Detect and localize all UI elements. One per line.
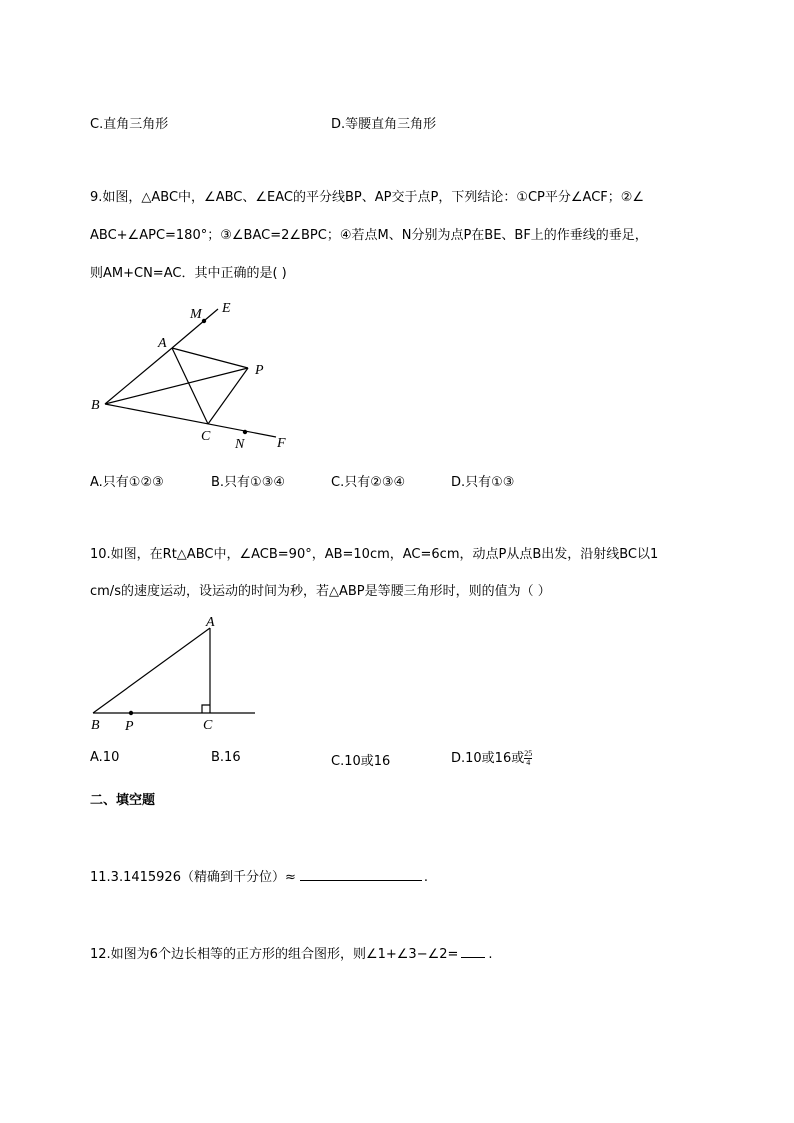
q9-option-c: C.只有②③④ <box>331 475 406 490</box>
q9-stem-line1: 9.如图，△ABC中，∠ABC、∠EAC的平分线BP、AP交于点P，下列结论：①CP平分∠ACF；②∠ <box>90 190 645 205</box>
label-C: C <box>201 429 211 444</box>
q10-option-a: A.10 <box>90 750 120 765</box>
q11 <box>90 866 428 885</box>
q9-figure <box>85 295 300 455</box>
label-F: F <box>277 436 286 451</box>
point-N <box>243 430 247 434</box>
q8-option-c: C.直角三角形 <box>90 117 169 132</box>
q10-option-d-prefix: D.10或16或 <box>451 751 525 766</box>
label-A: A <box>206 615 215 630</box>
q8-option-d: D.等腰直角三角形 <box>331 117 437 132</box>
label-C: C <box>203 718 213 733</box>
q10-stem-line2: cm/s的速度运动，设运动的时间为秒，若△ABP是等腰三角形时，则的值为（ ） <box>90 584 551 599</box>
fraction-denominator: 4 <box>526 758 531 767</box>
q9-option-d: D.只有①③ <box>451 475 515 490</box>
q10-stem-line1: 10.如图，在Rt△ABC中，∠ACB=90°，AB=10cm，AC=6cm，动点P从点B出发，沿射线BC以1 <box>90 547 659 562</box>
q9-stem-line2: ABC+∠APC=180°；③∠BAC=2∠BPC；④若点M、N分别为点P在BE、BF上的作垂线的垂足， <box>90 228 648 243</box>
right-angle-mark <box>202 705 210 713</box>
point-P <box>129 711 133 715</box>
label-P: P <box>255 363 264 378</box>
q10-option-d <box>451 747 532 767</box>
point-M <box>202 319 206 323</box>
ray-BF <box>105 404 276 437</box>
label-A: A <box>158 336 167 351</box>
segment-AB <box>93 628 210 713</box>
label-M: M <box>190 307 202 322</box>
q12-period: . <box>488 947 493 962</box>
label-B: B <box>91 718 100 733</box>
q11-period: . <box>423 870 429 885</box>
q12 <box>90 943 493 962</box>
q10-option-b: B.16 <box>211 750 241 765</box>
q10-figure <box>85 610 265 735</box>
segment-AP <box>172 348 248 368</box>
q11-answer-blank[interactable] <box>300 868 422 881</box>
q11-text: 11.3.1415926（精确到千分位）≈ <box>90 870 296 885</box>
label-B: B <box>91 398 100 413</box>
q9-option-a: A.只有①②③ <box>90 475 164 490</box>
section-title-fill-in: 二、填空题 <box>90 793 156 808</box>
q12-text: 12.如图为6个边长相等的正方形的组合图形，则∠1+∠3−∠2= <box>90 947 459 962</box>
label-N: N <box>235 437 245 452</box>
fraction-25-4 <box>524 750 532 767</box>
label-E: E <box>222 301 231 316</box>
q9-option-b: B.只有①③④ <box>211 475 286 490</box>
q12-answer-blank[interactable] <box>461 945 485 958</box>
q9-stem-line3: 则AM+CN=AC．其中正确的是( ) <box>90 266 287 281</box>
q10-option-c: C.10或16 <box>331 754 391 769</box>
fraction-numerator: 25 <box>524 749 533 758</box>
label-P: P <box>125 719 134 734</box>
